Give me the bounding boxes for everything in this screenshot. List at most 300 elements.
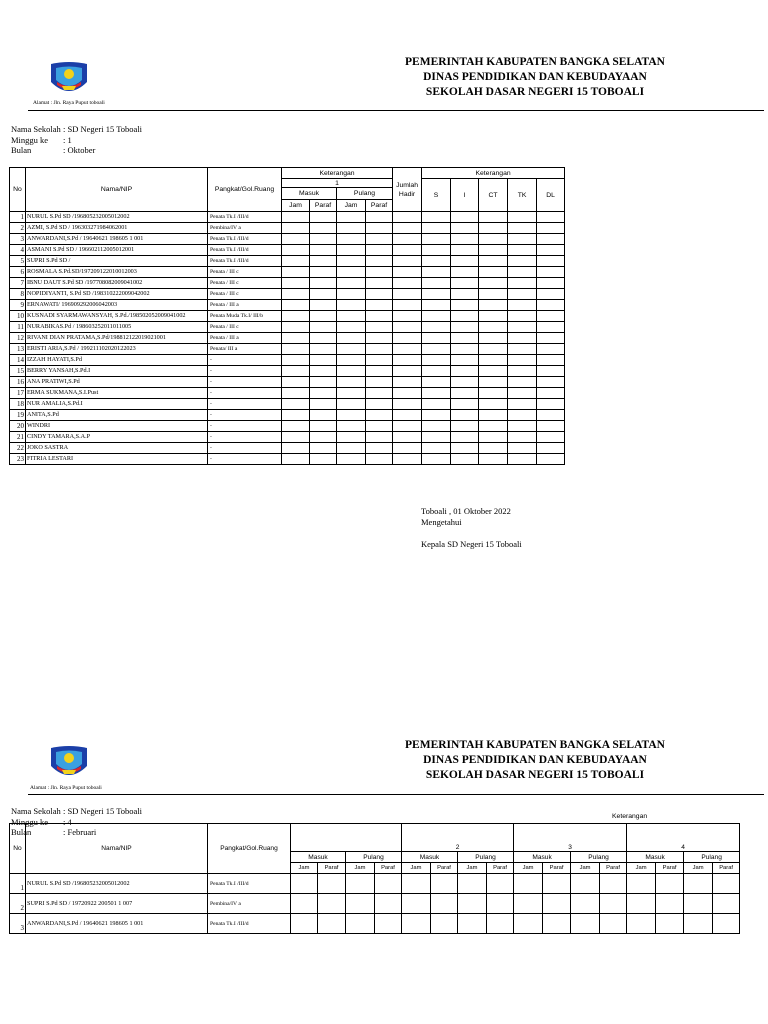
row-cell[interactable]: [393, 355, 422, 366]
row-cell[interactable]: [282, 234, 310, 245]
row-cell[interactable]: [537, 421, 565, 432]
row-cell[interactable]: [310, 278, 337, 289]
row-cell[interactable]: [451, 333, 479, 344]
row-cell[interactable]: [422, 454, 451, 465]
row-cell[interactable]: [537, 234, 565, 245]
row-cell[interactable]: [393, 311, 422, 322]
row-cell[interactable]: [451, 443, 479, 454]
row-cell[interactable]: [393, 333, 422, 344]
row-cell[interactable]: [393, 300, 422, 311]
row-cell[interactable]: [282, 256, 310, 267]
row-cell[interactable]: [393, 212, 422, 223]
row-cell[interactable]: [291, 894, 318, 914]
row-cell[interactable]: [282, 278, 310, 289]
row-cell[interactable]: [310, 289, 337, 300]
row-cell[interactable]: [337, 267, 366, 278]
row-cell[interactable]: [282, 410, 310, 421]
row-cell[interactable]: [458, 874, 487, 894]
row-cell[interactable]: [366, 432, 393, 443]
row-cell[interactable]: [282, 421, 310, 432]
row-cell[interactable]: [508, 443, 537, 454]
row-cell[interactable]: [337, 256, 366, 267]
row-pangkat: -: [208, 443, 282, 454]
table-row: [10, 388, 565, 399]
row-cell[interactable]: [451, 377, 479, 388]
row-cell[interactable]: [346, 914, 375, 934]
row-cell[interactable]: [571, 894, 600, 914]
row-cell[interactable]: [337, 355, 366, 366]
row-cell[interactable]: [451, 278, 479, 289]
row-no: 1: [10, 212, 26, 223]
row-cell[interactable]: [537, 355, 565, 366]
row-no: 2: [10, 894, 26, 914]
row-cell[interactable]: [282, 289, 310, 300]
row-cell[interactable]: [508, 300, 537, 311]
row-cell[interactable]: [684, 874, 713, 894]
row-cell[interactable]: [318, 914, 346, 934]
row-cell[interactable]: [282, 366, 310, 377]
row-no: 23: [10, 454, 26, 465]
row-cell[interactable]: [479, 454, 508, 465]
row-cell[interactable]: [291, 874, 318, 894]
row-cell[interactable]: [479, 267, 508, 278]
row-cell[interactable]: [479, 278, 508, 289]
row-cell[interactable]: [282, 344, 310, 355]
row-cell[interactable]: [479, 443, 508, 454]
row-cell[interactable]: [393, 267, 422, 278]
col-week: 1: [282, 179, 393, 188]
row-cell[interactable]: [422, 311, 451, 322]
col-nama: Nama/NIP: [26, 824, 208, 874]
row-cell[interactable]: [479, 421, 508, 432]
row-cell[interactable]: [282, 311, 310, 322]
row-cell[interactable]: [282, 212, 310, 223]
row-cell[interactable]: [508, 410, 537, 421]
table-row: [10, 344, 565, 355]
row-cell[interactable]: [508, 311, 537, 322]
row-cell[interactable]: [422, 212, 451, 223]
row-cell[interactable]: [337, 300, 366, 311]
row-cell[interactable]: [282, 333, 310, 344]
row-cell[interactable]: [487, 914, 514, 934]
row-nama: KUSNADI SYARMAWANSYAH, S.Pd./198502052009041002: [26, 311, 208, 322]
row-cell[interactable]: [451, 223, 479, 234]
row-cell[interactable]: [282, 432, 310, 443]
row-cell[interactable]: [366, 421, 393, 432]
row-cell[interactable]: [282, 245, 310, 256]
row-cell[interactable]: [337, 377, 366, 388]
row-cell[interactable]: [451, 245, 479, 256]
row-cell[interactable]: [366, 223, 393, 234]
col-week-2: 2: [402, 824, 514, 852]
row-no: 6: [10, 267, 26, 278]
row-cell[interactable]: [310, 432, 337, 443]
row-cell[interactable]: [537, 443, 565, 454]
row-cell[interactable]: [514, 894, 543, 914]
row-pangkat: Penata Tk.I /III/d: [208, 914, 291, 934]
row-cell[interactable]: [479, 300, 508, 311]
row-cell[interactable]: [422, 278, 451, 289]
col-masuk: Masuk: [627, 852, 684, 863]
row-cell[interactable]: [537, 410, 565, 421]
row-cell[interactable]: [458, 914, 487, 934]
row-cell[interactable]: [571, 914, 600, 934]
row-cell[interactable]: [282, 399, 310, 410]
row-cell[interactable]: [508, 322, 537, 333]
row-cell[interactable]: [537, 300, 565, 311]
row-cell[interactable]: [310, 421, 337, 432]
row-cell[interactable]: [366, 454, 393, 465]
row-cell[interactable]: [337, 311, 366, 322]
row-cell[interactable]: [479, 322, 508, 333]
row-cell[interactable]: [282, 223, 310, 234]
row-cell[interactable]: [310, 410, 337, 421]
row-cell[interactable]: [366, 333, 393, 344]
row-cell[interactable]: [508, 399, 537, 410]
row-cell[interactable]: [366, 256, 393, 267]
row-cell[interactable]: [310, 322, 337, 333]
row-cell[interactable]: [422, 421, 451, 432]
row-cell[interactable]: [422, 355, 451, 366]
row-cell[interactable]: [282, 322, 310, 333]
row-cell[interactable]: [537, 322, 565, 333]
row-cell[interactable]: [310, 223, 337, 234]
row-cell[interactable]: [393, 388, 422, 399]
row-cell[interactable]: [310, 256, 337, 267]
row-cell[interactable]: [291, 914, 318, 934]
row-cell[interactable]: [543, 874, 571, 894]
row-cell[interactable]: [310, 212, 337, 223]
row-cell[interactable]: [393, 322, 422, 333]
row-cell[interactable]: [451, 311, 479, 322]
row-cell[interactable]: [508, 212, 537, 223]
row-cell[interactable]: [393, 443, 422, 454]
row-cell[interactable]: [402, 894, 431, 914]
row-cell[interactable]: [451, 322, 479, 333]
row-cell[interactable]: [508, 245, 537, 256]
row-cell[interactable]: [366, 355, 393, 366]
row-cell[interactable]: [537, 223, 565, 234]
row-cell[interactable]: [508, 289, 537, 300]
row-cell[interactable]: [337, 278, 366, 289]
row-cell[interactable]: [366, 289, 393, 300]
row-cell[interactable]: [514, 874, 543, 894]
row-cell[interactable]: [337, 212, 366, 223]
row-cell[interactable]: [514, 914, 543, 934]
row-cell[interactable]: [337, 223, 366, 234]
row-cell[interactable]: [458, 894, 487, 914]
row-cell[interactable]: [537, 311, 565, 322]
row-cell[interactable]: [366, 245, 393, 256]
row-cell[interactable]: [310, 355, 337, 366]
row-cell[interactable]: [422, 432, 451, 443]
row-cell[interactable]: [422, 234, 451, 245]
row-cell[interactable]: [366, 377, 393, 388]
row-cell[interactable]: [479, 432, 508, 443]
row-cell[interactable]: [627, 914, 656, 934]
row-cell[interactable]: [366, 366, 393, 377]
row-cell[interactable]: [393, 432, 422, 443]
row-cell[interactable]: [508, 421, 537, 432]
row-cell[interactable]: [479, 333, 508, 344]
row-cell[interactable]: [487, 894, 514, 914]
row-cell[interactable]: [310, 344, 337, 355]
row-cell[interactable]: [487, 874, 514, 894]
row-cell[interactable]: [451, 300, 479, 311]
row-cell[interactable]: [422, 256, 451, 267]
col-pulang: Pulang: [458, 852, 514, 863]
row-cell[interactable]: [346, 874, 375, 894]
row-cell[interactable]: [451, 289, 479, 300]
row-cell[interactable]: [337, 245, 366, 256]
row-cell[interactable]: [393, 399, 422, 410]
row-cell[interactable]: [393, 234, 422, 245]
row-cell[interactable]: [310, 267, 337, 278]
row-cell[interactable]: [393, 454, 422, 465]
row-cell[interactable]: [479, 245, 508, 256]
row-cell[interactable]: [537, 366, 565, 377]
letterhead-line-2: DINAS PENDIDIKAN DAN KEBUDAYAAN: [423, 71, 647, 83]
row-cell[interactable]: [537, 267, 565, 278]
row-cell[interactable]: [431, 894, 458, 914]
row-cell[interactable]: [537, 454, 565, 465]
row-cell[interactable]: [375, 914, 402, 934]
row-cell[interactable]: [310, 388, 337, 399]
row-cell[interactable]: [537, 289, 565, 300]
row-cell[interactable]: [508, 377, 537, 388]
row-cell[interactable]: [402, 874, 431, 894]
row-cell[interactable]: [508, 366, 537, 377]
row-cell[interactable]: [537, 333, 565, 344]
row-no: 12: [10, 333, 26, 344]
row-cell[interactable]: [600, 914, 627, 934]
row-cell[interactable]: [479, 212, 508, 223]
row-cell[interactable]: [310, 245, 337, 256]
row-cell[interactable]: [451, 355, 479, 366]
row-cell[interactable]: [337, 366, 366, 377]
row-no: 9: [10, 300, 26, 311]
row-cell[interactable]: [366, 278, 393, 289]
row-cell[interactable]: [508, 278, 537, 289]
row-cell[interactable]: [318, 894, 346, 914]
row-cell[interactable]: [451, 256, 479, 267]
row-cell[interactable]: [337, 454, 366, 465]
row-cell[interactable]: [508, 432, 537, 443]
row-cell[interactable]: [508, 223, 537, 234]
row-cell[interactable]: [451, 388, 479, 399]
row-cell[interactable]: [375, 874, 402, 894]
row-cell[interactable]: [422, 443, 451, 454]
row-cell[interactable]: [537, 377, 565, 388]
row-cell[interactable]: [393, 421, 422, 432]
row-cell[interactable]: [451, 399, 479, 410]
row-cell[interactable]: [422, 410, 451, 421]
row-cell[interactable]: [479, 355, 508, 366]
row-cell[interactable]: [310, 366, 337, 377]
row-cell[interactable]: [508, 256, 537, 267]
row-cell[interactable]: [479, 366, 508, 377]
row-cell[interactable]: [337, 234, 366, 245]
row-pangkat: -: [208, 399, 282, 410]
row-cell[interactable]: [422, 223, 451, 234]
row-cell[interactable]: [393, 223, 422, 234]
row-cell[interactable]: [451, 267, 479, 278]
row-cell[interactable]: [337, 399, 366, 410]
row-cell[interactable]: [508, 355, 537, 366]
row-cell[interactable]: [479, 388, 508, 399]
row-cell[interactable]: [479, 311, 508, 322]
row-cell[interactable]: [479, 410, 508, 421]
row-cell[interactable]: [479, 256, 508, 267]
row-cell[interactable]: [393, 366, 422, 377]
row-cell[interactable]: [600, 874, 627, 894]
row-cell[interactable]: [451, 366, 479, 377]
row-cell[interactable]: [508, 267, 537, 278]
row-cell[interactable]: [422, 333, 451, 344]
row-cell[interactable]: [337, 432, 366, 443]
row-cell[interactable]: [422, 399, 451, 410]
row-cell[interactable]: [479, 399, 508, 410]
table-row: [10, 333, 565, 344]
row-no: 11: [10, 322, 26, 333]
row-cell[interactable]: [366, 322, 393, 333]
row-cell[interactable]: [713, 874, 740, 894]
row-cell[interactable]: [337, 410, 366, 421]
row-cell[interactable]: [366, 443, 393, 454]
row-cell[interactable]: [537, 212, 565, 223]
row-cell[interactable]: [310, 443, 337, 454]
row-cell[interactable]: [508, 234, 537, 245]
row-cell[interactable]: [431, 914, 458, 934]
row-cell[interactable]: [508, 344, 537, 355]
row-cell[interactable]: [600, 894, 627, 914]
row-cell[interactable]: [451, 410, 479, 421]
row-cell[interactable]: [479, 223, 508, 234]
row-cell[interactable]: [366, 300, 393, 311]
row-cell[interactable]: [393, 245, 422, 256]
row-cell[interactable]: [366, 212, 393, 223]
row-cell[interactable]: [431, 874, 458, 894]
row-cell[interactable]: [337, 443, 366, 454]
row-cell[interactable]: [422, 388, 451, 399]
row-cell[interactable]: [451, 234, 479, 245]
row-cell[interactable]: [422, 322, 451, 333]
row-cell[interactable]: [310, 377, 337, 388]
row-cell[interactable]: [366, 234, 393, 245]
row-cell[interactable]: [684, 914, 713, 934]
row-cell[interactable]: [337, 289, 366, 300]
row-cell[interactable]: [282, 355, 310, 366]
row-cell[interactable]: [393, 256, 422, 267]
row-cell[interactable]: [393, 278, 422, 289]
row-cell[interactable]: [422, 366, 451, 377]
row-cell[interactable]: [656, 894, 684, 914]
row-pangkat: Pembina/IV a: [208, 223, 282, 234]
row-cell[interactable]: [537, 432, 565, 443]
row-cell[interactable]: [393, 344, 422, 355]
row-cell[interactable]: [537, 399, 565, 410]
row-cell[interactable]: [543, 914, 571, 934]
row-cell[interactable]: [537, 245, 565, 256]
row-cell[interactable]: [713, 914, 740, 934]
row-cell[interactable]: [479, 234, 508, 245]
row-cell[interactable]: [537, 344, 565, 355]
row-cell[interactable]: [318, 874, 346, 894]
row-cell[interactable]: [451, 344, 479, 355]
row-cell[interactable]: [451, 212, 479, 223]
row-cell[interactable]: [479, 377, 508, 388]
row-cell[interactable]: [393, 410, 422, 421]
row-cell[interactable]: [656, 874, 684, 894]
row-cell[interactable]: [282, 454, 310, 465]
row-cell[interactable]: [627, 874, 656, 894]
row-cell[interactable]: [310, 333, 337, 344]
row-cell[interactable]: [337, 344, 366, 355]
row-cell[interactable]: [346, 894, 375, 914]
row-cell[interactable]: [422, 377, 451, 388]
row-cell[interactable]: [508, 454, 537, 465]
row-cell[interactable]: [713, 894, 740, 914]
row-cell[interactable]: [366, 399, 393, 410]
row-cell[interactable]: [508, 333, 537, 344]
row-cell[interactable]: [422, 267, 451, 278]
row-cell[interactable]: [508, 388, 537, 399]
row-cell[interactable]: [422, 344, 451, 355]
row-cell[interactable]: [282, 377, 310, 388]
row-cell[interactable]: [543, 894, 571, 914]
row-cell[interactable]: [451, 454, 479, 465]
row-cell[interactable]: [282, 388, 310, 399]
row-cell[interactable]: [310, 399, 337, 410]
row-cell[interactable]: [422, 245, 451, 256]
row-cell[interactable]: [366, 311, 393, 322]
row-cell[interactable]: [366, 388, 393, 399]
row-cell[interactable]: [337, 333, 366, 344]
row-cell[interactable]: [375, 894, 402, 914]
row-cell[interactable]: [537, 256, 565, 267]
row-cell[interactable]: [337, 388, 366, 399]
row-cell[interactable]: [684, 894, 713, 914]
row-cell[interactable]: [422, 289, 451, 300]
row-cell[interactable]: [627, 894, 656, 914]
row-cell[interactable]: [366, 267, 393, 278]
row-cell[interactable]: [282, 300, 310, 311]
row-cell[interactable]: [282, 267, 310, 278]
row-cell[interactable]: [479, 289, 508, 300]
row-cell[interactable]: [422, 300, 451, 311]
row-cell[interactable]: [571, 874, 600, 894]
row-cell[interactable]: [479, 344, 508, 355]
row-cell[interactable]: [451, 432, 479, 443]
row-cell[interactable]: [366, 410, 393, 421]
row-cell[interactable]: [451, 421, 479, 432]
row-cell[interactable]: [310, 300, 337, 311]
row-cell[interactable]: [310, 454, 337, 465]
row-cell[interactable]: [337, 322, 366, 333]
row-cell[interactable]: [366, 344, 393, 355]
row-cell[interactable]: [402, 914, 431, 934]
row-cell[interactable]: [393, 289, 422, 300]
row-cell[interactable]: [393, 377, 422, 388]
row-cell[interactable]: [337, 421, 366, 432]
row-cell[interactable]: [537, 278, 565, 289]
row-cell[interactable]: [537, 388, 565, 399]
row-cell[interactable]: [282, 443, 310, 454]
table-row: [10, 322, 565, 333]
row-cell[interactable]: [310, 234, 337, 245]
row-cell[interactable]: [310, 311, 337, 322]
row-cell[interactable]: [656, 914, 684, 934]
